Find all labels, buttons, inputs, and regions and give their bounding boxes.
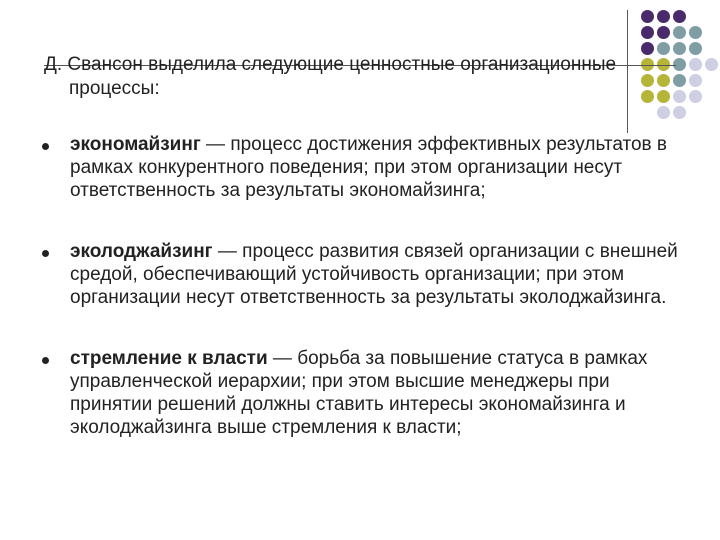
decor-dot-icon (641, 10, 654, 23)
decor-dot-icon (657, 10, 670, 23)
intro-line-2: процессы: (69, 78, 160, 99)
decor-dot-icon (705, 58, 718, 71)
bullet-term: эколоджайзинг (70, 241, 213, 262)
bullet-dot-icon (42, 250, 49, 257)
intro-line-1: Д. Свансон выделила следующие ценностные организационные (44, 54, 617, 75)
decor-dot-icon (673, 10, 686, 23)
decor-dot-icon (657, 26, 670, 39)
bullet-item-ecologizing (40, 240, 690, 309)
bullet-text: — процесс достижения эффективных результатов в рамках конкурентного поведения; при этом организации несут ответственность за результаты экономайзинга; (70, 134, 668, 201)
bullet-text: — борьба за повышение статуса в рамках управленческой иерархии; при этом высшие менеджеры при принятии решений должны ставить интересы экономайзинга и эколоджайзинга выше стремления к власти; (70, 348, 648, 438)
decor-dot-icon (657, 106, 670, 119)
decor-dot-icon (673, 106, 686, 119)
decor-dot-icon (641, 26, 654, 39)
bullet-list (40, 133, 690, 477)
bullet-dot-icon (42, 143, 49, 150)
bullet-term: экономайзинг (70, 134, 201, 155)
decor-dot-icon (689, 26, 702, 39)
bullet-dot-icon (42, 357, 49, 364)
decor-dot-icon (673, 26, 686, 39)
bullet-term: стремление к власти (70, 348, 268, 369)
bullet-item-economizing (40, 133, 690, 202)
bullet-text: — процесс развития связей организации с внешней средой, обеспечивающий устойчивость организации; при этом организации несут ответственность за результаты эколоджайзинга. (70, 241, 678, 308)
intro-text (44, 53, 704, 101)
bullet-item-power-aggrandizing (40, 347, 690, 439)
